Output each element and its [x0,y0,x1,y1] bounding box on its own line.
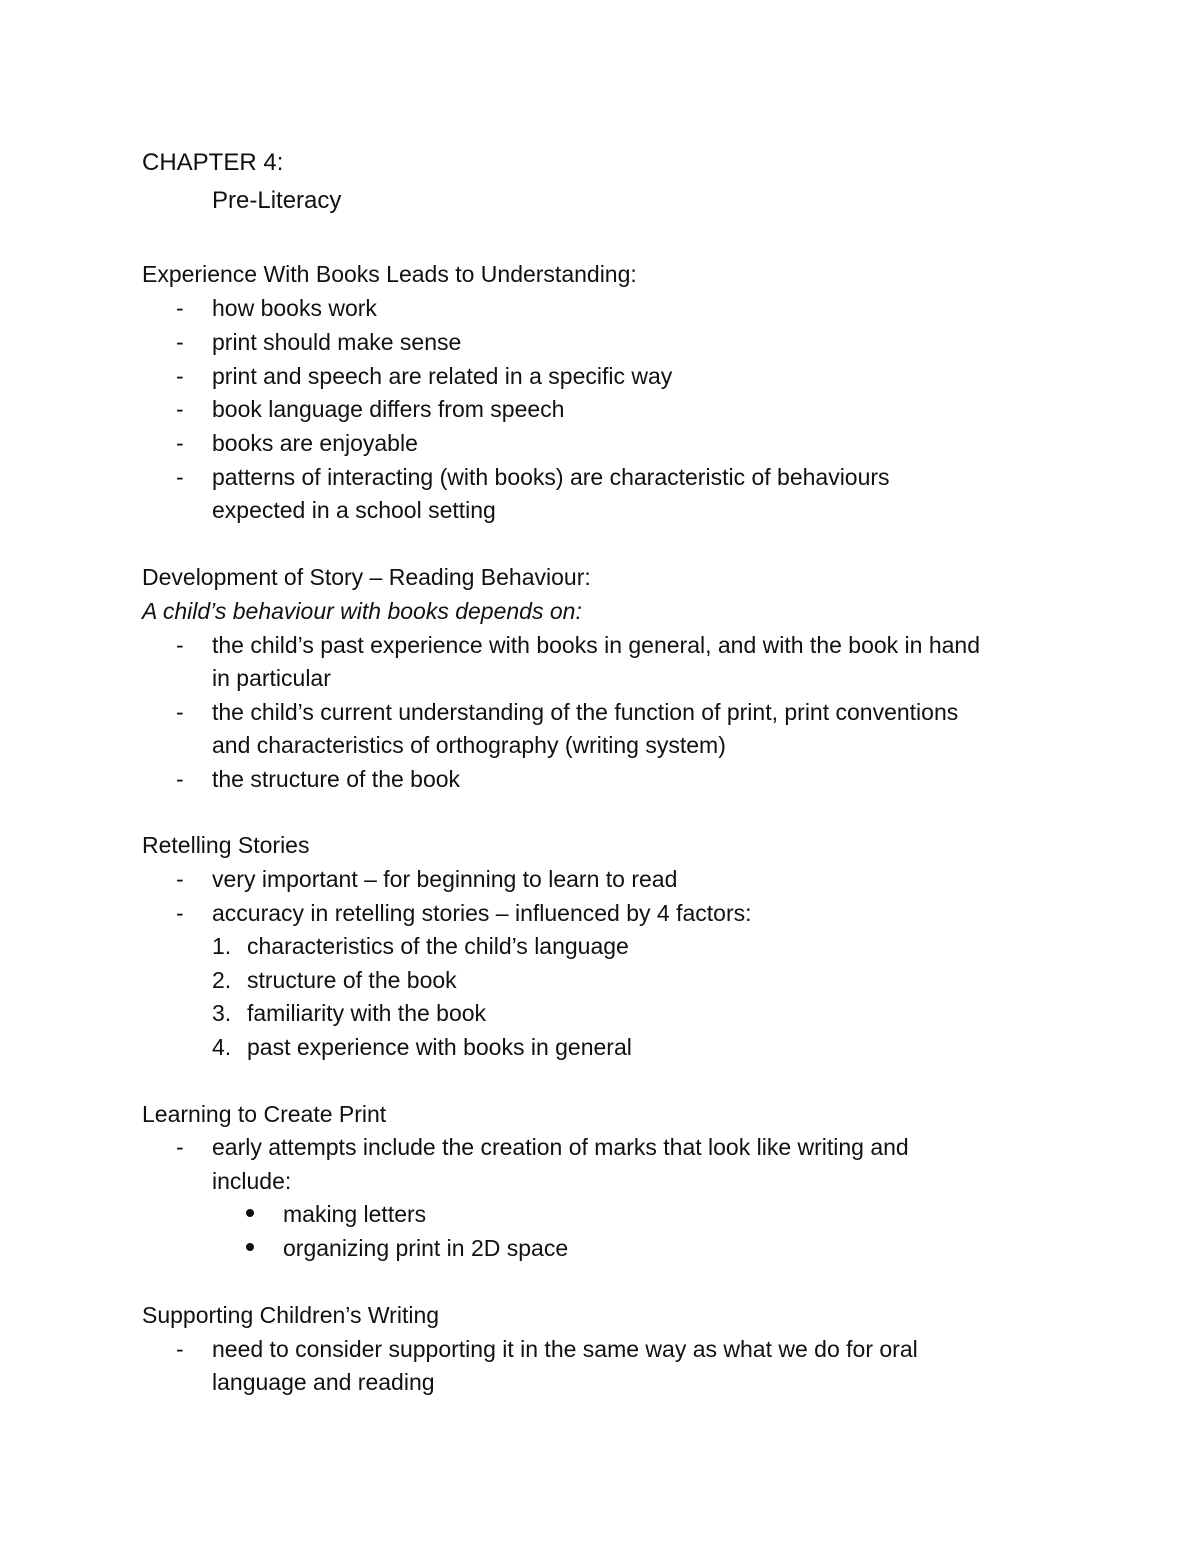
chapter-subtitle: Pre-Literacy [212,187,342,214]
list-item: the structure of the book [212,766,461,792]
numbered-item: familiarity with the book [247,1000,487,1026]
list-item-continuation: language and reading [212,1369,435,1395]
section-heading-story: Development of Story – Reading Behaviour: [142,564,591,590]
list-item-continuation: and characteristics of orthography (writing system) [212,732,726,758]
list-item: books are enjoyable [212,430,418,456]
list-item: how books work [212,295,377,321]
list-item: the child’s current understanding of the function of print, print conventions [212,699,959,725]
dash-marker: - [176,1336,184,1362]
list-item: need to consider supporting it in the same way as what we do for oral [212,1336,918,1362]
list-item: early attempts include the creation of marks that look like writing and [212,1134,909,1160]
list-item: patterns of interacting (with books) are characteristic of behaviours [212,464,890,490]
dash-marker: - [176,699,184,725]
section-heading-books: Experience With Books Leads to Understanding: [142,261,637,287]
dash-marker: - [176,363,184,389]
dash-marker: - [176,766,184,792]
section-intro-story: A child’s behaviour with books depends on: [142,598,582,624]
dash-marker: - [176,430,184,456]
dash-marker: - [176,295,184,321]
bullet-icon [246,1209,254,1217]
dash-marker: - [176,464,184,490]
dash-marker: - [176,866,184,892]
numbered-item: structure of the book [247,967,457,993]
number-marker: 3. [212,1000,232,1026]
list-item-continuation: expected in a school setting [212,497,496,523]
number-marker: 2. [212,967,232,993]
bullet-icon [246,1243,254,1251]
bullet-item: organizing print in 2D space [283,1235,569,1261]
dash-marker: - [176,1134,184,1160]
dash-marker: - [176,632,184,658]
numbered-item: past experience with books in general [247,1034,632,1060]
list-item: book language differs from speech [212,396,565,422]
list-item: the child’s past experience with books in general, and with the book in hand [212,632,981,658]
dash-marker: - [176,396,184,422]
list-item-continuation: include: [212,1168,292,1194]
chapter-title: CHAPTER 4: [142,149,284,176]
dash-marker: - [176,900,184,926]
numbered-item: characteristics of the child’s language [247,933,629,959]
section-heading-retelling: Retelling Stories [142,832,310,858]
list-item: accuracy in retelling stories – influenced by 4 factors: [212,900,752,926]
number-marker: 1. [212,933,232,959]
section-heading-create: Learning to Create Print [142,1101,387,1127]
bullet-item: making letters [283,1201,427,1227]
list-item: very important – for beginning to learn to read [212,866,678,892]
section-heading-writing: Supporting Children’s Writing [142,1302,440,1328]
list-item: print should make sense [212,329,462,355]
list-item: print and speech are related in a specific way [212,363,673,389]
dash-marker: - [176,329,184,355]
list-item-continuation: in particular [212,665,331,691]
number-marker: 4. [212,1034,232,1060]
